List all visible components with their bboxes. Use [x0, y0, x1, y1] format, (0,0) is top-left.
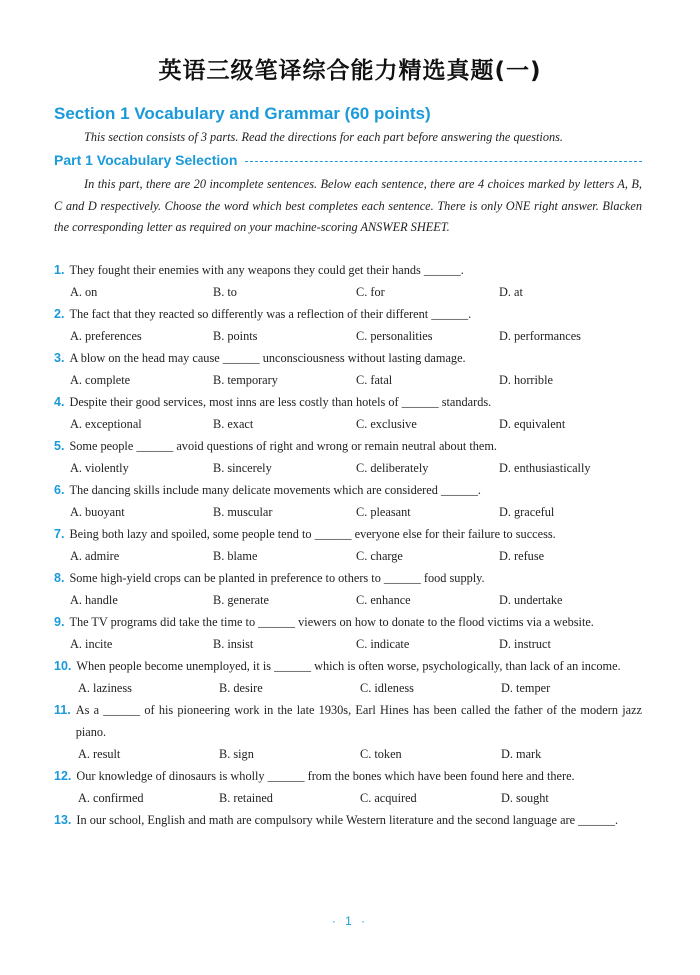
question-text: The fact that they reacted so differently was a reflection of their different ______.: [69, 307, 472, 321]
question-text: They fought their enemies with any weapons they could get their hands ______.: [69, 263, 464, 277]
answer-option: D. graceful: [499, 505, 555, 519]
answer-option: C. idleness: [360, 681, 414, 695]
question-number: 5.: [54, 439, 65, 453]
question-text: Our knowledge of dinosaurs is wholly ______ from the bones which have been found here and there.: [76, 769, 575, 783]
answer-option: A. on: [70, 285, 98, 299]
question-item: [54, 435, 642, 479]
question-stem: [54, 435, 642, 457]
answer-option: C. exclusive: [356, 417, 417, 431]
answer-option: A. preferences: [70, 329, 142, 343]
answer-option: B. points: [213, 329, 258, 343]
answer-option: D. sought: [501, 791, 549, 805]
answer-options: [54, 281, 642, 303]
answer-options: [54, 743, 642, 765]
question-stem: [54, 479, 642, 501]
question-list: [54, 259, 642, 831]
answer-option: D. enthusiastically: [499, 461, 591, 475]
answer-option: D. temper: [501, 681, 551, 695]
page-title: 英语三级笔译综合能力精选真题(一): [158, 58, 542, 84]
question-item: [54, 479, 642, 523]
answer-option: B. generate: [213, 593, 269, 607]
question-text: Being both lazy and spoiled, some people tend to ______ everyone else for their failure to success.: [69, 527, 556, 541]
question-text: Despite their good services, most inns are less costly than hotels of ______ standards.: [69, 395, 492, 409]
question-text: The dancing skills include many delicate movements which are considered ______.: [69, 483, 481, 497]
answer-option: B. sincerely: [213, 461, 272, 475]
answer-option: D. equivalent: [499, 417, 566, 431]
question-item: [54, 391, 642, 435]
question-item: [54, 523, 642, 567]
answer-option: A. exceptional: [70, 417, 142, 431]
question-number: 6.: [54, 483, 65, 497]
answer-options: [54, 545, 642, 567]
answer-option: D. instruct: [499, 637, 551, 651]
question-number: 8.: [54, 571, 65, 585]
answer-option: C. charge: [356, 549, 403, 563]
answer-option: B. retained: [219, 791, 273, 805]
answer-option: C. indicate: [356, 637, 410, 651]
answer-option: D. mark: [501, 747, 542, 761]
part-heading: [54, 152, 642, 168]
question-item: [54, 765, 642, 809]
answer-option: C. token: [360, 747, 402, 761]
question-number: 7.: [54, 527, 65, 541]
answer-option: C. enhance: [356, 593, 411, 607]
answer-option: D. undertake: [499, 593, 563, 607]
answer-option: A. violently: [70, 461, 129, 475]
question-item: [54, 567, 642, 611]
answer-option: A. handle: [70, 593, 118, 607]
question-number: 3.: [54, 351, 65, 365]
question-text: Some high-yield crops can be planted in preference to others to ______ food supply.: [69, 571, 485, 585]
answer-options: [54, 325, 642, 347]
question-item: [54, 259, 642, 303]
answer-option: C. for: [356, 285, 385, 299]
question-number: 9.: [54, 615, 65, 629]
answer-option: A. buoyant: [70, 505, 125, 519]
question-number: 2.: [54, 307, 65, 321]
answer-option: A. confirmed: [78, 791, 144, 805]
answer-option: C. fatal: [356, 373, 393, 387]
answer-option: D. refuse: [499, 549, 545, 563]
answer-options: [54, 457, 642, 479]
answer-option: D. horrible: [499, 373, 553, 387]
question-number: 4.: [54, 395, 65, 409]
question-stem: [54, 765, 642, 787]
answer-option: B. muscular: [213, 505, 273, 519]
question-item: [54, 611, 642, 655]
question-stem: [54, 259, 642, 281]
page-number: · 1 ·: [331, 914, 369, 928]
question-stem: [54, 567, 642, 589]
section-title: Section 1 Vocabulary and Grammar (60 points): [54, 104, 431, 123]
answer-option: D. performances: [499, 329, 581, 343]
question-item: [54, 303, 642, 347]
answer-option: A. admire: [70, 549, 120, 563]
answer-option: B. insist: [213, 637, 254, 651]
section-intro: This section consists of 3 parts. Read the directions for each part before answering the questions.: [84, 130, 563, 144]
question-number: 11.: [54, 703, 71, 717]
question-text: The TV programs did take the time to ______ viewers on how to donate to the flood victims via a website.: [69, 615, 594, 629]
question-stem: [54, 809, 642, 831]
question-item: [54, 809, 642, 831]
question-number: 13.: [54, 813, 72, 827]
question-number: 12.: [54, 769, 72, 783]
question-stem: [54, 611, 642, 633]
answer-option: A. result: [78, 747, 121, 761]
answer-option: A. complete: [70, 373, 131, 387]
question-text: Some people ______ avoid questions of right and wrong or remain neutral about them.: [69, 439, 498, 453]
answer-option: B. desire: [219, 681, 263, 695]
question-stem: [54, 699, 642, 743]
question-text: A blow on the head may cause ______ unconsciousness without lasting damage.: [69, 351, 466, 365]
part-instructions: In this part, there are 20 incomplete sentences. Below each sentence, there are 4 choices marked by letters A, B, C and D respectively. Choose the word which best completes each sentence. There is only ONE right answer. Blacken the corresponding letter as required on your machine-scoring ANSWER SHEET.: [54, 177, 642, 234]
answer-option: B. blame: [213, 549, 258, 563]
answer-option: C. pleasant: [356, 505, 411, 519]
answer-options: [54, 501, 642, 523]
answer-option: B. sign: [219, 747, 254, 761]
question-item: [54, 699, 642, 765]
question-stem: [54, 391, 642, 413]
answer-option: C. deliberately: [356, 461, 429, 475]
answer-option: B. temporary: [213, 373, 278, 387]
question-item: [54, 655, 642, 699]
answer-options: [54, 369, 642, 391]
answer-option: D. at: [499, 285, 523, 299]
answer-option: B. to: [213, 285, 237, 299]
answer-options: [54, 633, 642, 655]
question-number: 1.: [54, 263, 65, 277]
answer-option: B. exact: [213, 417, 254, 431]
answer-option: A. incite: [70, 637, 113, 651]
answer-options: [54, 677, 642, 699]
answer-option: C. acquired: [360, 791, 417, 805]
question-text: As a ______ of his pioneering work in the late 1930s, Earl Hines has been called the father of the modern jazz piano.: [75, 703, 642, 739]
question-text: In our school, English and math are compulsory while Western literature and the second language are ______.: [76, 813, 619, 827]
answer-option: A. laziness: [78, 681, 132, 695]
dashed-rule: [245, 161, 642, 162]
answer-option: C. personalities: [356, 329, 433, 343]
question-stem: [54, 655, 642, 677]
question-number: 10.: [54, 659, 72, 673]
part-title: Part 1 Vocabulary Selection: [54, 152, 238, 168]
question-text: When people become unemployed, it is ______ which is often worse, psychologically, than lack of an income.: [76, 659, 621, 673]
question-stem: [54, 303, 642, 325]
question-stem: [54, 523, 642, 545]
answer-options: [54, 589, 642, 611]
answer-options: [54, 787, 642, 809]
question-stem: [54, 347, 642, 369]
question-item: [54, 347, 642, 391]
answer-options: [54, 413, 642, 435]
